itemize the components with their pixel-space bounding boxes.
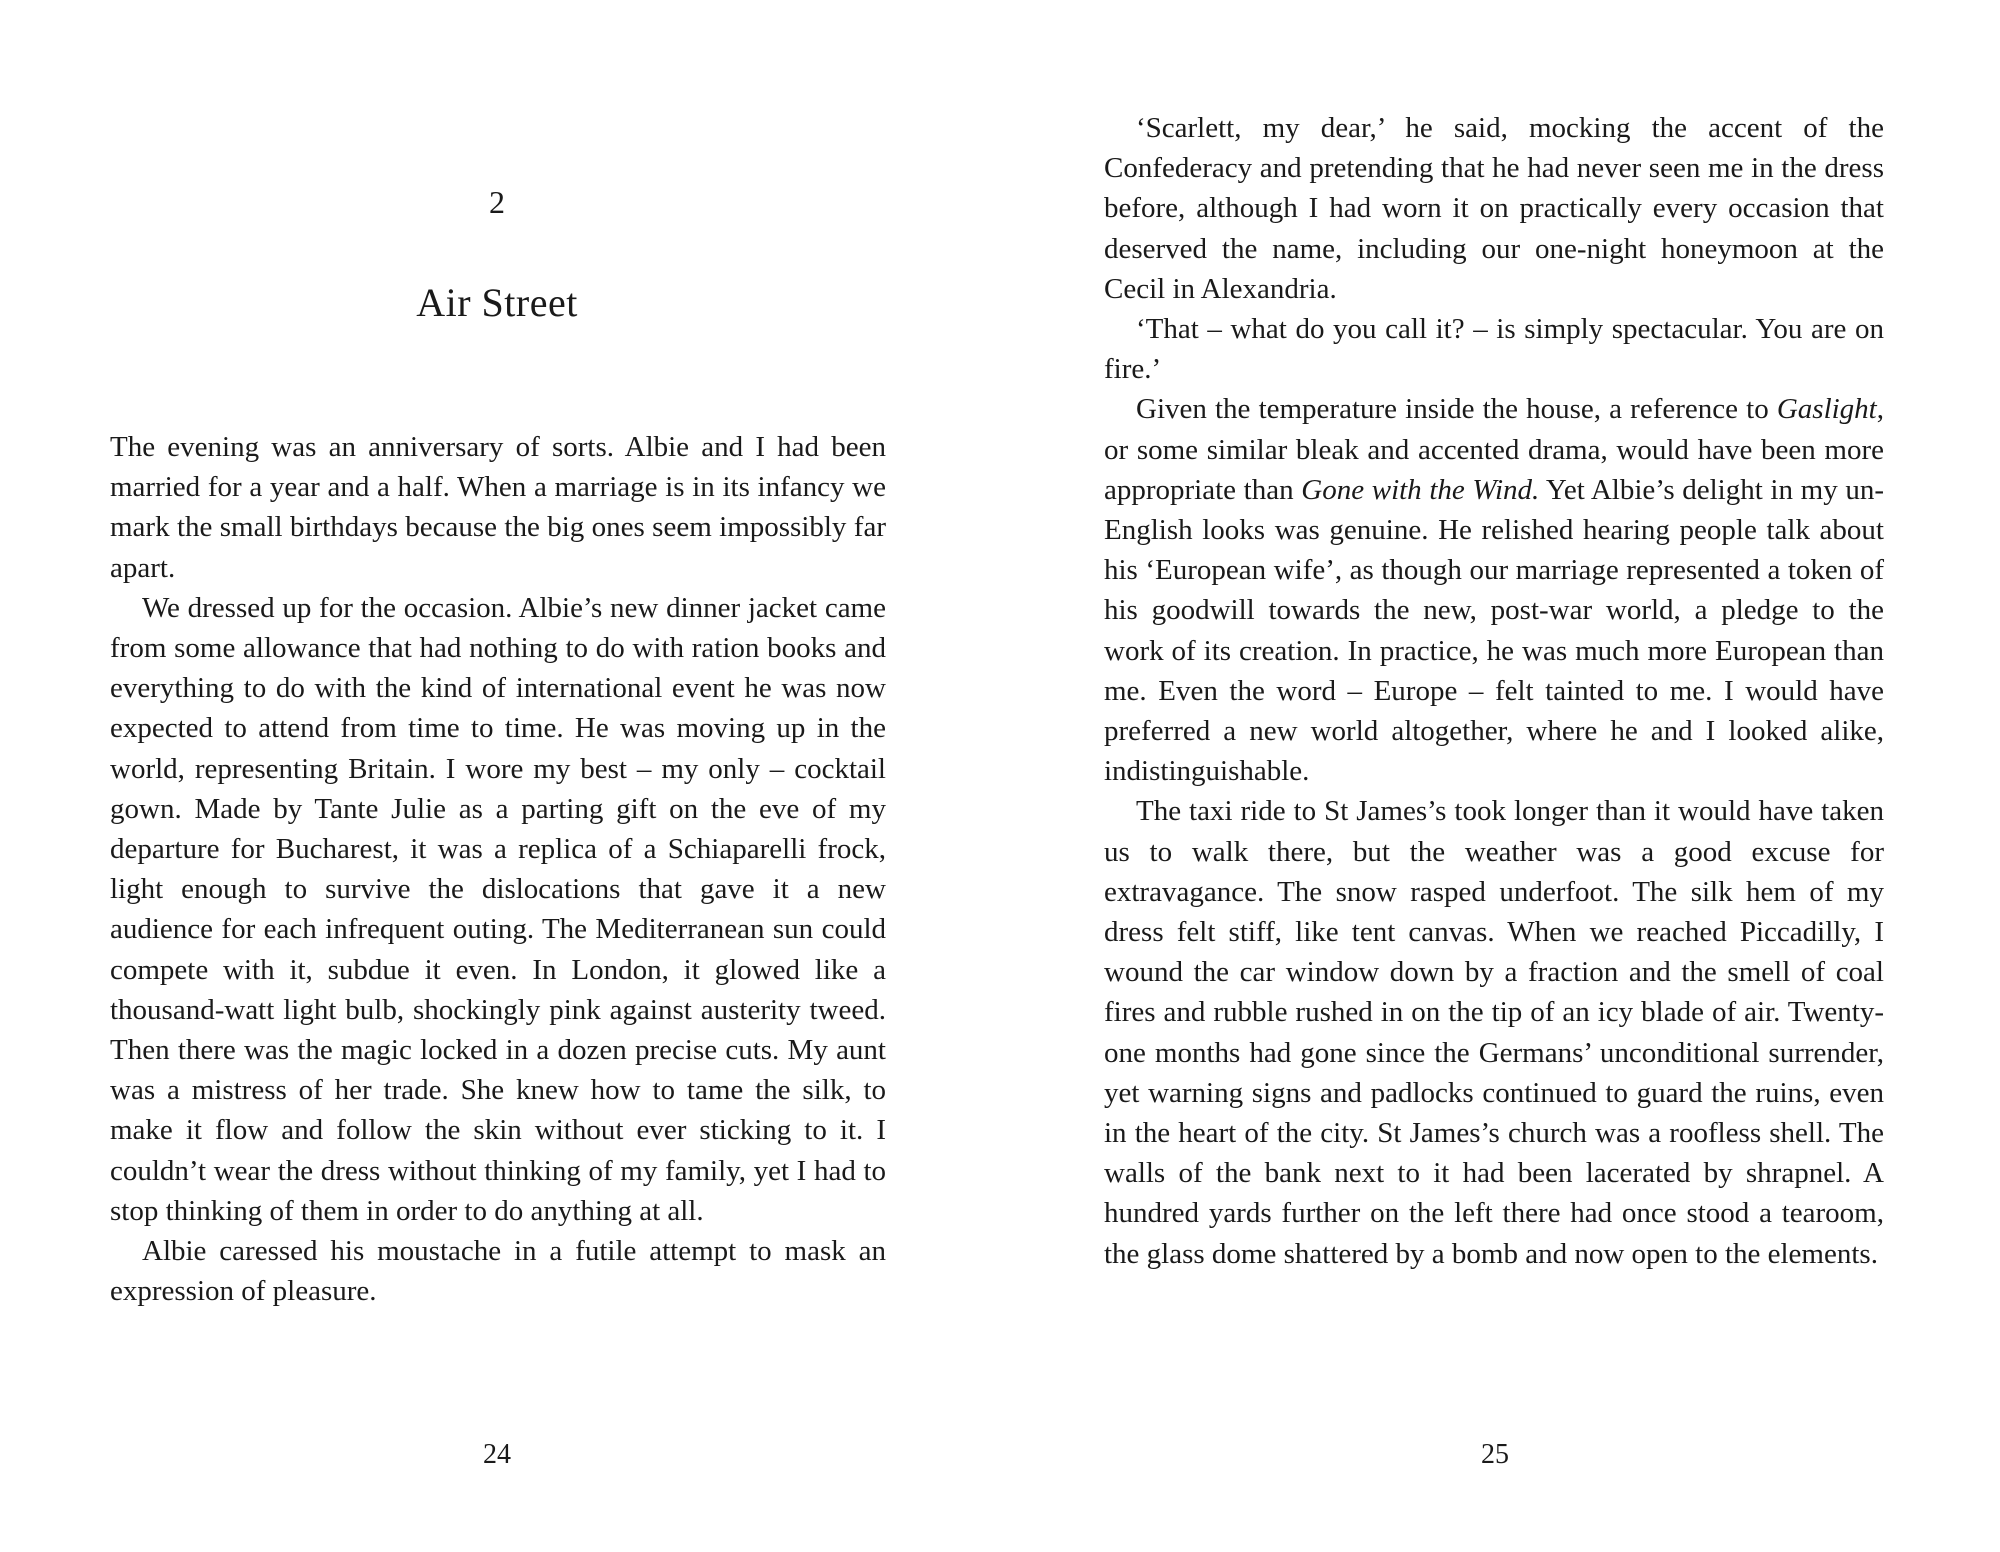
chapter-number: 2 — [489, 184, 505, 220]
italic-title: Gone with the Wind. — [1301, 473, 1540, 506]
right-page-body — [1104, 108, 1884, 1274]
paragraph: The evening was an anniversary of sorts. Albie and I had been married for a year and a half. When a marriage is in its infancy we mark the small birthdays because the big ones seem impossibly far apart. — [110, 431, 886, 584]
paragraph — [1104, 389, 1884, 791]
chapter-title: Air Street — [416, 280, 578, 325]
text-run: Given the temperature inside the house, a reference to — [1136, 393, 1777, 426]
page-number: 25 — [1481, 1439, 1509, 1470]
text-run: , or some similar bleak and accented drama, would have been more appropriate than — [1104, 393, 1884, 506]
right-page — [1000, 0, 2000, 1552]
text-run: Yet Albie’s delight in my un-English looks was genuine. He relished hearing people talk about his ‘European wife’, as though our marriage represented a token of his goodwill towards the new, post-war world, a pledge to the work of its creation. In practice, he was much more European than me. Even the word – Europe – felt tainted to me. I would have preferred a new world altogether, where he and I looked alike, indistinguishable. — [1104, 473, 1884, 788]
page-number: 24 — [483, 1439, 511, 1470]
paragraph: Albie caressed his moustache in a futile attempt to mask an expression of pleasure. — [110, 1235, 886, 1308]
paragraph: The taxi ride to St James’s took longer than it would have taken us to walk there, but the weather was a good excuse for extravagance. The snow rasped underfoot. The silk hem of my dress felt stiff, like tent canvas. When we reached Piccadilly, I wound the car window down by a fraction and the smell of coal fires and rubble rushed in on the tip of an icy blade of air. Twenty-one months had gone since the Germans’ unconditional surrender, yet warning signs and padlocks continued to guard the ruins, even in the heart of the city. St James’s church was a roofless shell. The walls of the bank next to it had been lacerated by shrapnel. A hundred yards further on the left there had once stood a tearoom, the glass dome shattered by a bomb and now open to the elements. — [1104, 795, 1884, 1270]
paragraph: ‘That – what do you call it? – is simply spectacular. You are on fire.’ — [1104, 313, 1884, 386]
italic-title: Gaslight — [1776, 393, 1877, 426]
paragraph: ‘Scarlett, my dear,’ he said, mocking the accent of the Confederacy and pretending that he had never seen me in the dress before, although I had worn it on practically every occasion that deserved the name, including our one-night honeymoon at the Cecil in Alexandria. — [1104, 112, 1884, 305]
paragraph: We dressed up for the occasion. Albie’s new dinner jacket came from some allowance that had nothing to do with ration books and everything to do with the kind of international event he was now expected to attend from time to time. He was moving up in the world, representing Britain. I wore my best – my only – cocktail gown. Made by Tante Julie as a parting gift on the eve of my departure for Bucharest, it was a replica of a Schiaparelli frock, light enough to survive the dislocations that gave it a new audience for each infrequent outing. The Mediterranean sun could compete with it, subdue it even. In London, it glowed like a thousand-watt light bulb, shockingly pink against austerity tweed. Then there was the magic locked in a dozen precise cuts. My aunt was a mistress of her trade. She knew how to tame the silk, to make it flow and follow the skin without ever sticking to it. I couldn’t wear the dress without thinking of my family, yet I had to stop thinking of them in order to do anything at all. — [110, 591, 886, 1227]
left-page-body — [110, 427, 886, 1311]
